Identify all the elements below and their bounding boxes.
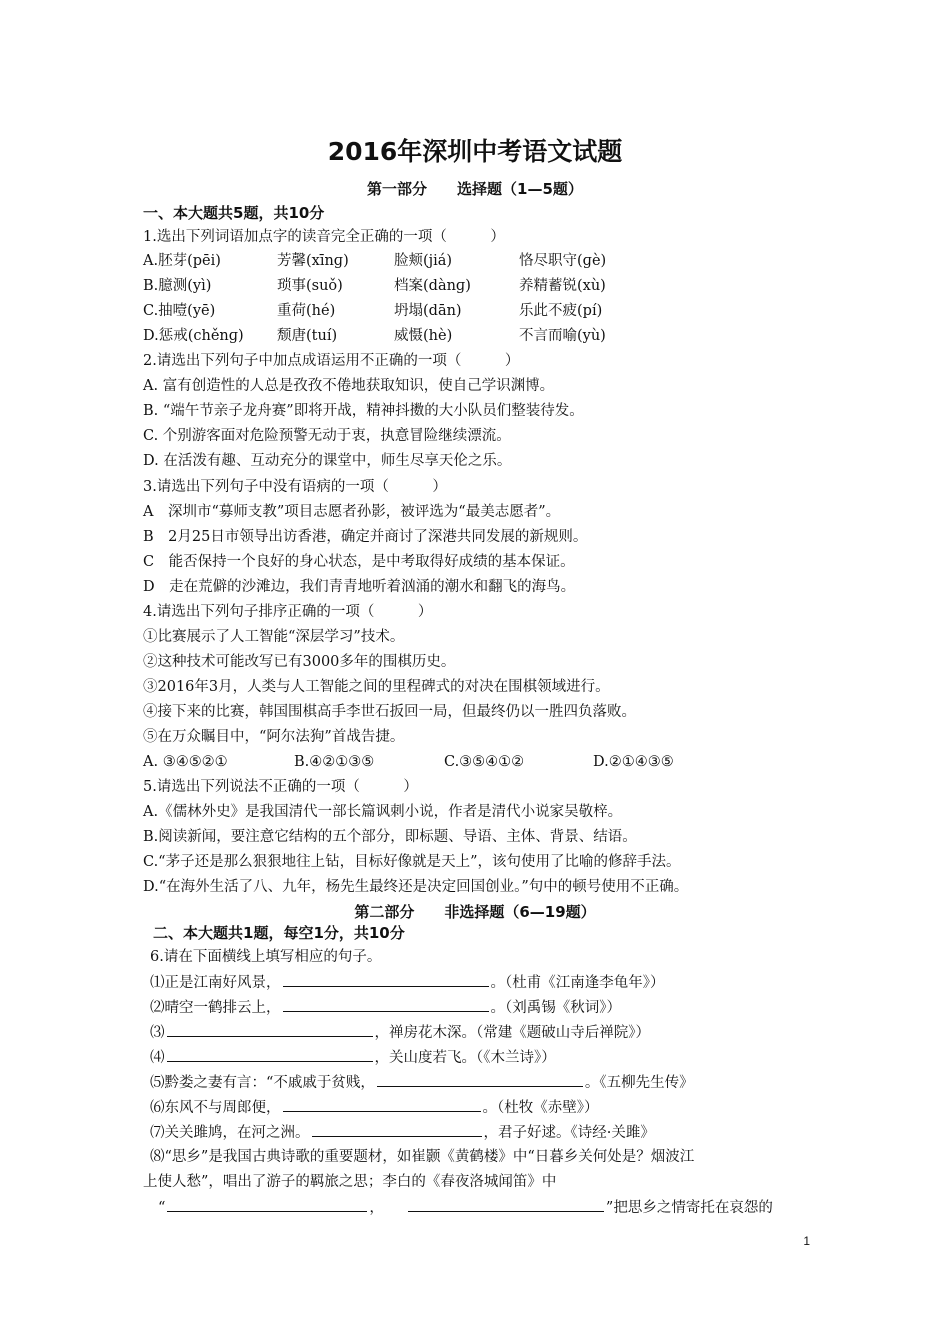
q3-option-b: B 2月25日市领导出访香港，确定并商讨了深港共同发展的新规则。 <box>143 529 588 545</box>
q4-sentence-2: ②这种技术可能改写已有3000多年的围棋历史。 <box>143 654 456 670</box>
q1-option: A.胚芽(pēi) <box>143 253 221 269</box>
answer-blank[interactable] <box>167 1197 367 1212</box>
q1-option: D.惩戒(chěnɡ) <box>143 328 244 344</box>
q6-stem: 6.请在下面横线上填写相应的句子。 <box>150 949 382 965</box>
q1-option: 档案(dànɡ) <box>394 278 471 294</box>
answer-blank[interactable] <box>283 997 489 1012</box>
section-one-heading: 一、本大题共5题，共10分 <box>143 204 325 222</box>
q4-option-a: A. ③④⑤②① <box>143 754 228 770</box>
page-title: 2016年深圳中考语文试题 <box>327 137 623 166</box>
q1-option: 养精蓄锐(xù) <box>519 278 606 294</box>
q1-stem: 1.选出下列词语加点字的读音完全正确的一项（ ） <box>143 229 505 245</box>
answer-blank[interactable] <box>283 972 489 987</box>
answer-blank[interactable] <box>167 1047 373 1062</box>
q6-line-5: ⑸黔娄之妻有言：“不戚戚于贫贱， 。《五柳先生传》 <box>150 1072 694 1093</box>
q6-line-6: ⑹东风不与周郎便， 。（杜牧《赤壁》） <box>150 1097 599 1118</box>
q1-option: B.臆测(yì) <box>143 278 212 294</box>
q3-option-c: C 能否保持一个良好的身心状态，是中考取得好成绩的基本保证。 <box>143 554 575 570</box>
q1-option: 琐事(suǒ) <box>277 278 343 294</box>
answer-blank[interactable] <box>312 1122 482 1137</box>
part-one-heading: 第一部分 选择题（1—5题） <box>367 180 583 198</box>
q6-line-4: ⑷ ，关山度若飞。（《木兰诗》） <box>150 1047 556 1068</box>
q4-option-b: B.④②①③⑤ <box>294 754 375 770</box>
q5-stem: 5.请选出下列说法不正确的一项（ ） <box>143 779 418 795</box>
q5-option-a: A.《儒林外史》是我国清代一部长篇讽刺小说，作者是清代小说家吴敬梓。 <box>143 804 623 820</box>
q4-stem: 4.请选出下列句子排序正确的一项（ ） <box>143 604 433 620</box>
q4-sentence-1: ①比赛展示了人工智能“深层学习”技术。 <box>143 629 405 645</box>
q6-line-8: ⑻“思乡”是我国古典诗歌的重要题材，如崔颢《黄鹤楼》中“日暮乡关何处是？烟波江 <box>150 1149 695 1165</box>
answer-blank[interactable] <box>377 1072 583 1087</box>
q1-option: 脸颊(jiá) <box>394 253 453 269</box>
section-two-heading: 二、本大题共1题，每空1分，共10分 <box>153 924 405 942</box>
q2-option-b: B. “端午节亲子龙舟赛”即将开战，精神抖擞的大小队员们整装待发。 <box>143 403 584 419</box>
q5-option-c: C.“茅子还是那么狠狠地往上钻，目标好像就是天上”，该句使用了比喻的修辞手法。 <box>143 854 681 870</box>
page-number: 1 <box>803 1234 810 1248</box>
q2-stem: 2.请选出下列句子中加点成语运用不正确的一项（ ） <box>143 353 520 369</box>
q1-option: 威慑(hè) <box>394 328 453 344</box>
q4-option-d: D.②①④③⑤ <box>593 754 674 770</box>
q6-line-9: 上使人愁”，唱出了游子的羁旅之思；李白的《春夜洛城闻笛》中 <box>143 1174 557 1190</box>
q2-option-c: C. 个别游客面对危险预警无动于衷，执意冒险继续漂流。 <box>143 428 511 444</box>
answer-blank[interactable] <box>167 1022 373 1037</box>
q6-line-2: ⑵晴空一鹤排云上， 。（刘禹锡《秋词》） <box>150 997 621 1018</box>
q2-option-a: A. 富有创造性的人总是孜孜不倦地获取知识，使自己学识渊博。 <box>143 378 555 394</box>
answer-blank[interactable] <box>283 1097 481 1112</box>
q6-line-7: ⑺关关雎鸠，在河之洲。 ，君子好逑。《诗经·关雎》 <box>150 1122 655 1143</box>
q3-option-a: A 深圳市“募师支教”项目志愿者孙影，被评选为“最美志愿者”。 <box>143 504 561 520</box>
q5-option-b: B.阅读新闻，要注意它结构的五个部分，即标题、导语、主体、背景、结语。 <box>143 829 637 845</box>
q5-option-d: D.“在海外生活了八、九年，杨先生最终还是决定回国创业。”句中的顿号使用不正确。 <box>143 879 689 895</box>
q1-option: 乐此不疲(pí) <box>519 303 603 319</box>
q4-sentence-3: ③2016年3月，人类与人工智能之间的里程碑式的对决在围棋领域进行。 <box>143 679 610 695</box>
q4-sentence-5: ⑤在万众瞩目中，“阿尔法狗”首战告捷。 <box>143 729 405 745</box>
q1-option: C.抽噎(yē) <box>143 303 216 319</box>
q1-option: 不言而喻(yù) <box>519 328 606 344</box>
q2-option-d: D. 在活泼有趣、互动充分的课堂中，师生尽享天伦之乐。 <box>143 453 512 469</box>
q1-option: 恪尽职守(ɡè) <box>519 253 607 269</box>
q3-stem: 3.请选出下列句子中没有语病的一项（ ） <box>143 479 447 495</box>
q4-sentence-4: ④接下来的比赛，韩国围棋高手李世石扳回一局，但最终仍以一胜四负落败。 <box>143 704 636 720</box>
q1-option: 重荷(hé) <box>277 303 336 319</box>
answer-blank[interactable] <box>408 1197 604 1212</box>
part-two-heading: 第二部分 非选择题（6—19题） <box>354 903 596 921</box>
q6-line-1: ⑴正是江南好风景， 。（杜甫《江南逢李龟年》） <box>150 972 665 993</box>
q6-line-3: ⑶ ，禅房花木深。（常建《题破山寺后禅院》） <box>150 1022 650 1043</box>
q4-option-c: C.③⑤④①② <box>444 754 525 770</box>
q3-option-d: D 走在荒僻的沙滩边，我们青青地听着汹涌的潮水和翻飞的海鸟。 <box>143 579 576 595</box>
q1-option: 颓唐(tuí) <box>277 328 338 344</box>
q1-option: 坍塌(dān) <box>394 303 462 319</box>
q6-line-10: “ ， ”把思乡之情寄托在哀怨的 <box>158 1197 773 1218</box>
q1-option: 芳馨(xīnɡ) <box>277 253 349 269</box>
